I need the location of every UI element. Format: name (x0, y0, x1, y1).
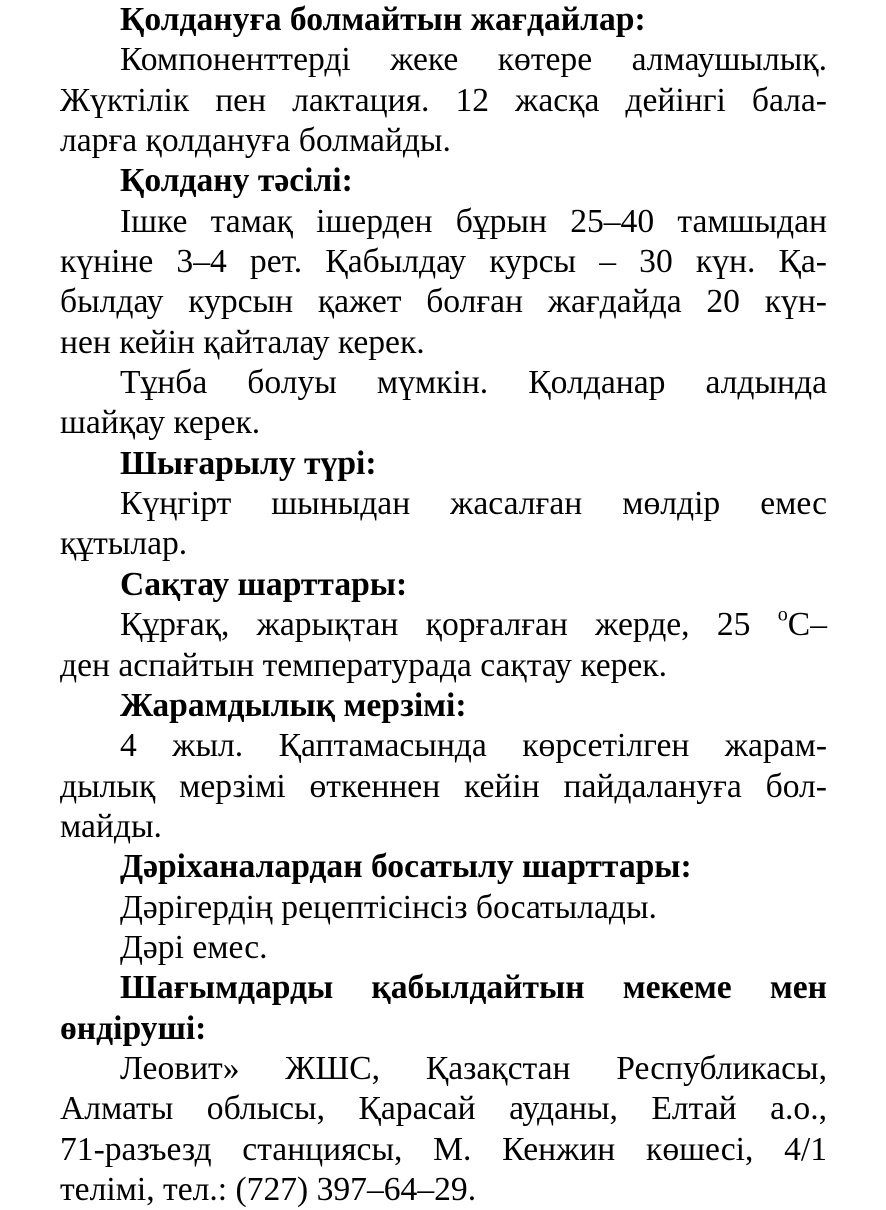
body-line: былдау курсын қажет болған жағдайда 20 күн- (60, 283, 827, 321)
section-heading: Шығарылу түрі: (120, 444, 377, 482)
degree-sup: o (777, 603, 788, 626)
body-line: Күңгірт шыныдан жасалған мөлдір емес (120, 485, 827, 523)
body-line: күніне 3–4 рет. Қабылдау курсы – 30 күн. Қа- (60, 243, 827, 281)
body-line: 71-разъезд станциясы, М. Кенжин көшесі, 4/1 (60, 1130, 827, 1168)
body-line: Леовит» ЖШС, Қазақстан Республикасы, (120, 1049, 827, 1087)
section-heading: Жарамдылық мерзімі: (120, 686, 467, 724)
body-line: Компоненттерді жеке көтере алмаушылық. (120, 41, 827, 79)
section-heading: өндіруші: (60, 1009, 207, 1047)
section-contraindications (60, 0, 827, 161)
section-storage (60, 565, 827, 686)
body-line: ларға қолдануға болмайды. (60, 122, 451, 160)
body-line: шайқау керек. (60, 404, 261, 442)
body-line: Алматы облысы, Қарасай ауданы, Елтай а.о., (60, 1090, 827, 1128)
body-line: Дәрігердің рецептісінсіз босатылады. (120, 888, 657, 926)
body-line: майды. (60, 807, 162, 845)
body-line: Тұнба болуы мүмкін. Қолданар алдында (120, 364, 827, 402)
section-shelf-life (60, 686, 827, 847)
body-line: құтылар. (60, 525, 188, 563)
body-line: Ішке тамақ ішерден бұрын 25–40 тамшыдан (120, 202, 827, 240)
body-line-temperature (60, 605, 827, 645)
body-line: дылық мерзімі өткеннен кейін пайдалануға бол- (60, 767, 827, 805)
section-usage (60, 161, 827, 443)
section-heading: Қолдану тәсілі: (120, 162, 353, 200)
temperature-unit (777, 603, 827, 644)
section-heading: Қолдануға болмайтын жағдайлар: (120, 1, 646, 38)
body-line: телімі, тел.: (727) 397–64–29. (60, 1170, 477, 1208)
section-heading: Сақтау шарттары: (120, 565, 408, 603)
section-heading: Шағымдарды қабылдайтын мекеме мен (120, 969, 827, 1007)
body-line: ден аспайтын температурада сақтау керек. (60, 646, 667, 684)
celsius-suffix: С– (787, 606, 827, 644)
section-release-form (60, 444, 827, 565)
body-text: Құрғақ, жарықтан қорғалған жерде, 25 (120, 606, 751, 644)
body-line: Дәрі емес. (120, 928, 268, 966)
body-line: Жүктілік пен лактация. 12 жасқа дейінгі бала- (60, 81, 827, 119)
body-line: нен кейін қайталау керек. (60, 323, 425, 361)
section-dispensing (60, 847, 827, 968)
section-heading: Дәріханалардан босатылу шарттары: (120, 848, 692, 886)
body-line: 4 жыл. Қаптамасында көрсетілген жарам- (120, 727, 827, 765)
section-manufacturer (60, 968, 827, 1210)
